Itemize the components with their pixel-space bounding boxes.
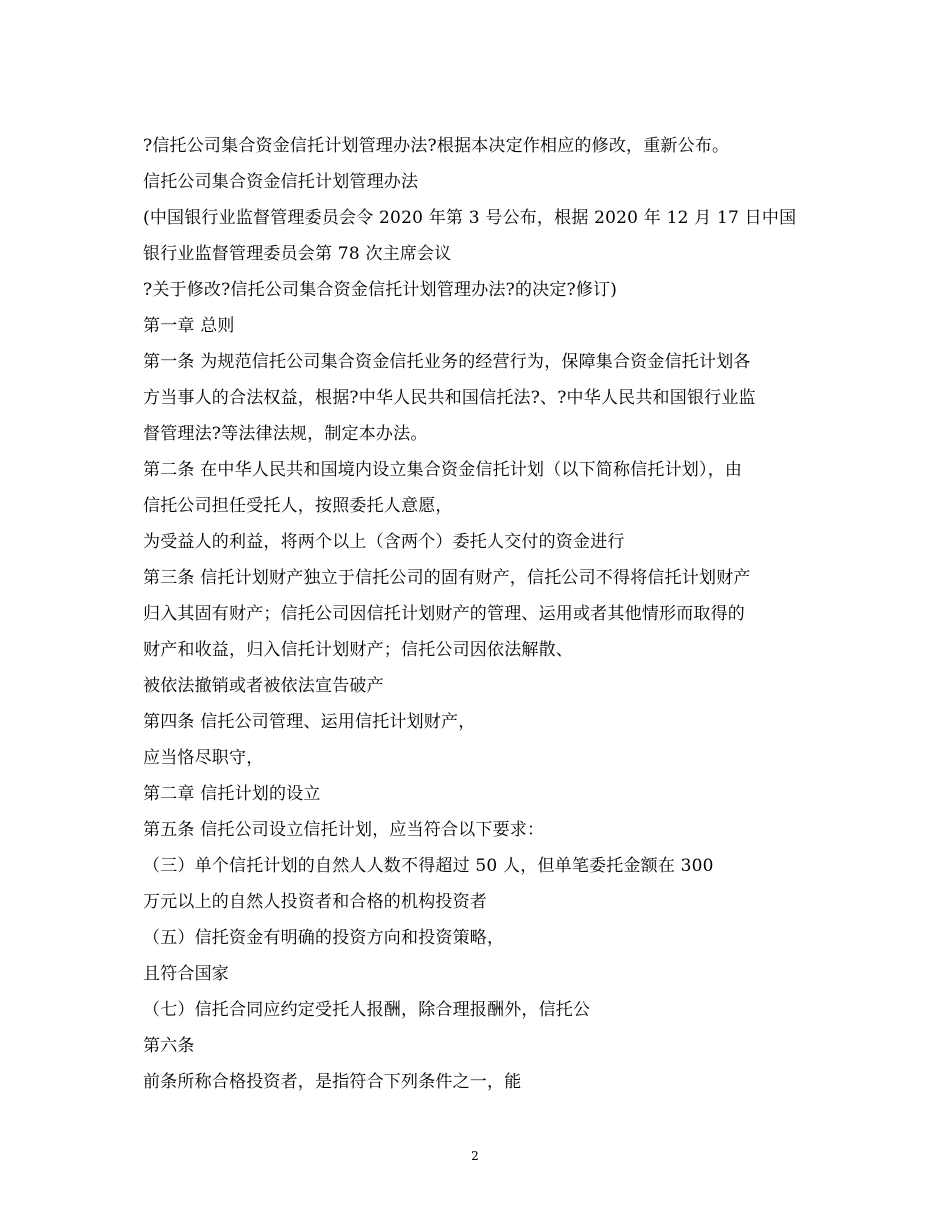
text-line: 信托公司担任受托人，按照委托人意愿， [143,496,453,516]
text-line: ?信托公司集合资金信托计划管理办法?根据本决定作相应的修改，重新公布。 [143,136,730,156]
chapter-heading: 第二章 信托计划的设立 [143,784,321,804]
text-line: 被依法撤销或者被依法宣告破产 [143,676,384,696]
text-line: ?关于修改?信托公司集合资金信托计划管理办法?的决定?修订) [143,280,618,300]
article-line: 第一条 为规范信托公司集合资金信托业务的经营行为，保障集合资金信托计划各 [143,352,751,372]
list-item: （五）信托资金有明确的投资方向和投资策略， [143,928,505,948]
article-line: 第五条 信托公司设立信托计划，应当符合以下要求： [143,820,545,840]
text-line: 归入其固有财产；信托公司因信托计划财产的管理、运用或者其他情形而取得的 [143,604,745,624]
document-body [143,128,823,1100]
text-line: 前条所称合格投资者，是指符合下列条件之一，能 [143,1072,522,1092]
document-title: 信托公司集合资金信托计划管理办法 [143,172,419,192]
page-number: 2 [471,1149,479,1163]
list-item: （七）信托合同应约定受托人报酬，除合理报酬外，信托公 [143,1000,591,1020]
text-line: (中国银行业监督管理委员会令 2020 年第 3 号公布，根据 2020 年 12 月 17 日中国 [143,208,797,228]
text-line: 银行业监督管理委员会第 78 次主席会议 [143,244,452,264]
chapter-heading: 第一章 总则 [143,316,235,336]
article-line: 第六条 [143,1036,195,1056]
text-line: 财产和收益，归入信托计划财产；信托公司因依法解散、 [143,640,573,660]
text-line: 为受益人的利益，将两个以上（含两个）委托人交付的资金进行 [143,532,625,552]
text-line: 督管理法?等法律法规，制定本办法。 [143,424,428,444]
text-line: 应当恪尽职守， [143,748,264,768]
article-line: 第二条 在中华人民共和国境内设立集合资金信托计划（以下简称信托计划），由 [143,460,743,480]
list-item: （三）单个信托计划的自然人人数不得超过 50 人，但单笔委托金额在 300 [143,856,714,876]
text-line: 方当事人的合法权益，根据?中华人民共和国信托法?、?中华人民共和国银行业监 [143,388,756,408]
article-line: 第三条 信托计划财产独立于信托公司的固有财产，信托公司不得将信托计划财产 [143,568,751,588]
text-line: 且符合国家 [143,964,229,984]
article-line: 第四条 信托公司管理、运用信托计划财产， [143,712,476,732]
text-line: 万元以上的自然人投资者和合格的机构投资者 [143,892,487,912]
